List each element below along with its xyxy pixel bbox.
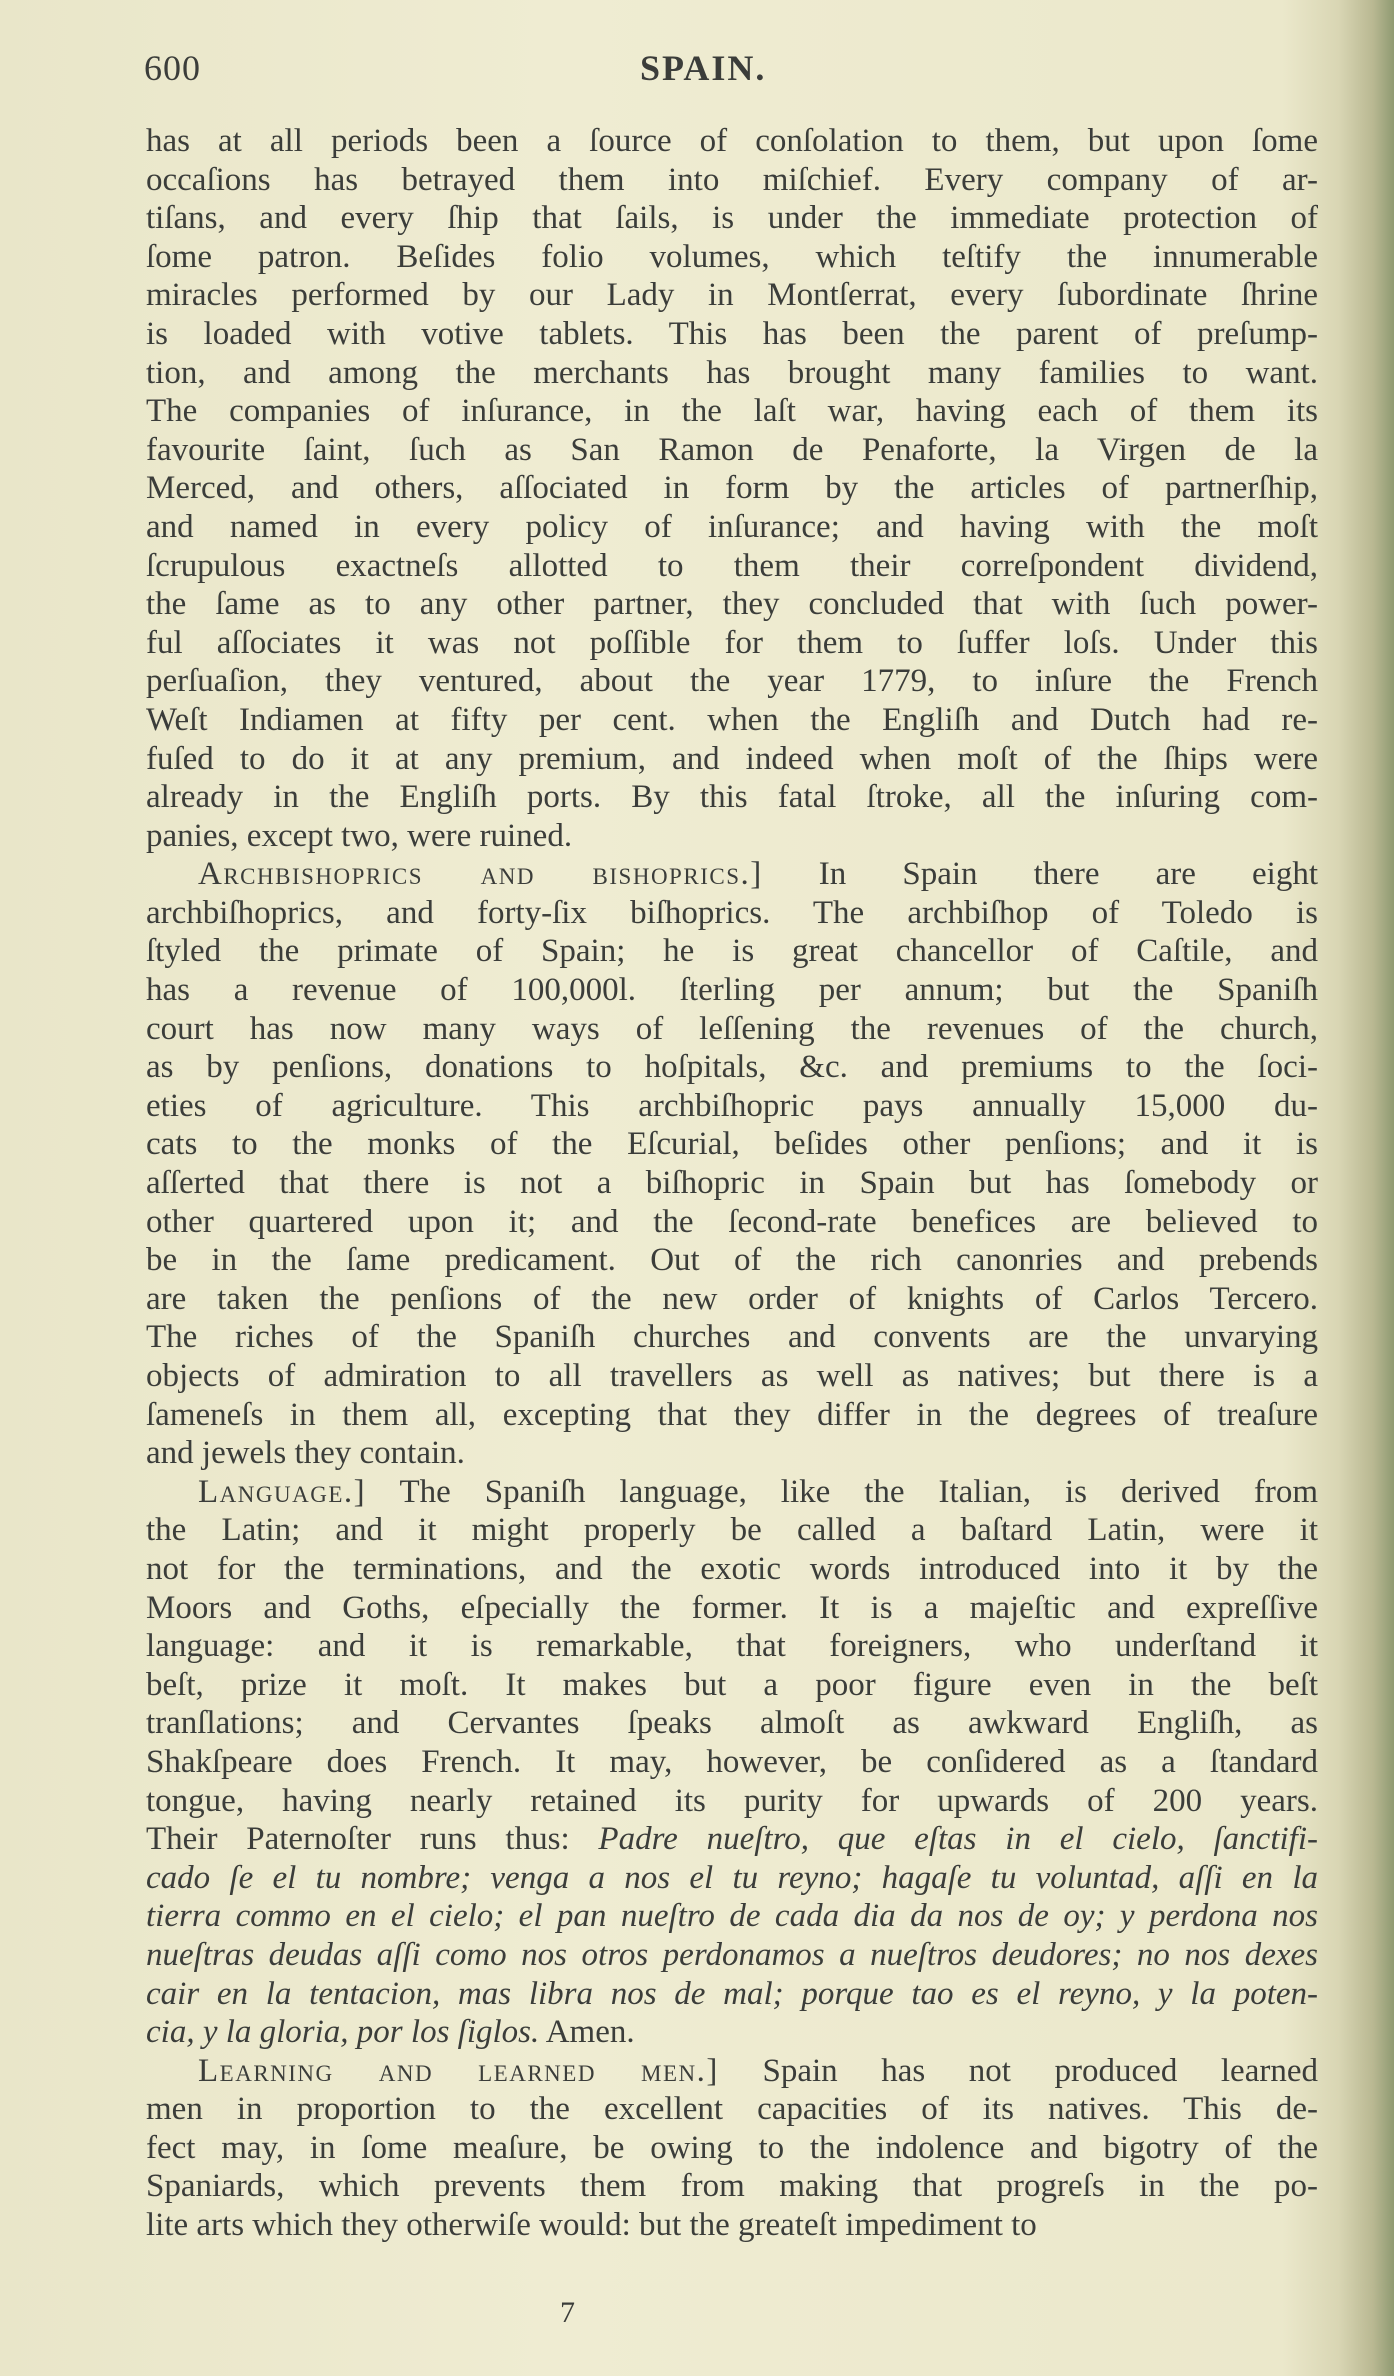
text-span: miracles performed by our Lady in Montſerrat, every ſubordinate ſhrine (146, 277, 1318, 314)
text-line (146, 431, 1318, 470)
text-line (146, 238, 1318, 277)
text-line (146, 1010, 1318, 1049)
text-span: occaſions has betrayed them into miſchief. Every company of ar- (146, 161, 1318, 198)
text-line (146, 1048, 1318, 1087)
text-span: archbiſhoprics, and forty-ſix biſhoprics. The archbiſhop of Toledo is (146, 894, 1318, 931)
text-span: other quartered upon it; and the ſecond-rate benefices are believed to (146, 1203, 1318, 1240)
text-line (146, 2206, 1318, 2245)
text-span: is loaded with votive tablets. This has been the parent of preſump- (146, 315, 1318, 352)
text-line (146, 1897, 1318, 1936)
text-span: has a revenue of 100,000l. ſterling per annum; but the Spaniſh (146, 972, 1318, 1009)
text-span: men in proportion to the excellent capacities of its natives. This de- (146, 2091, 1318, 2128)
text-span: the ſame as to any other partner, they concluded that with ſuch power- (146, 586, 1318, 623)
text-line (146, 1627, 1318, 1666)
italic-text: cair en la tentacion, mas libra nos de mal; porque tao es el reyno, y la poten- (146, 1975, 1318, 2012)
text-span: Weſt Indiamen at fifty per cent. when the Engliſh and Dutch had re- (146, 701, 1318, 738)
text-line (146, 1550, 1318, 1589)
text-line (146, 354, 1318, 393)
text-span: The companies of inſurance, in the laſt war, having each of them its (146, 393, 1318, 430)
text-line (146, 1511, 1318, 1550)
text-line (146, 1704, 1318, 1743)
section-heading: Language.] (198, 1473, 367, 1510)
text-span: ful aſſociates it was not poſſible for them to ſuffer loſs. Under this (146, 624, 1318, 661)
text-span: ſcrupulous exactneſs allotted to them their correſpondent dividend, (146, 547, 1318, 584)
italic-text: cia, y la gloria, por los ſiglos. (146, 2014, 540, 2051)
text-span: Spaniards, which prevents them from making that progreſs in the po- (146, 2168, 1318, 2205)
text-line (146, 1975, 1318, 2014)
text-span: Spain has not produced learned (718, 2052, 1318, 2089)
text-span: The riches of the Spaniſh churches and convents are the unvarying (146, 1319, 1318, 1356)
text-span: court has now many ways of leſſening the revenues of the church, (146, 1010, 1318, 1047)
text-span: tongue, having nearly retained its purity for upwards of 200 years. (146, 1782, 1318, 1819)
text-line (146, 1743, 1318, 1782)
text-span: tion, and among the merchants has brought many families to want. (146, 354, 1318, 391)
text-line (146, 1666, 1318, 1705)
text-span: already in the Engliſh ports. By this fatal ſtroke, all the inſuring com- (146, 779, 1318, 816)
text-span: cats to the monks of the Eſcurial, beſides other penſions; and it is (146, 1126, 1318, 1163)
text-span: tranſlations; and Cervantes ſpeaks almoſt as awkward Engliſh, as (146, 1705, 1318, 1742)
text-line (146, 1589, 1318, 1628)
text-line (146, 1859, 1318, 1898)
text-line (146, 392, 1318, 431)
text-span: The Spaniſh language, like the Italian, is derived from (366, 1473, 1318, 1510)
text-span: and named in every policy of inſurance; and having with the moſt (146, 508, 1318, 545)
text-line (146, 1164, 1318, 1203)
text-line (146, 1820, 1318, 1859)
italic-text: Padre nueſtro, que eſtas in el cielo, ſanctifi- (598, 1821, 1318, 1858)
text-span: In Spain there are eight (762, 856, 1318, 893)
text-span: are taken the penſions of the new order of knights of Carlos Tercero. (146, 1280, 1318, 1317)
section-heading: Learning and learned men.] (198, 2052, 719, 2089)
text-line (146, 932, 1318, 971)
text-line (146, 585, 1318, 624)
text-line (146, 276, 1318, 315)
text-span: lite arts which they otherwiſe would: but the greateſt impediment to (146, 2207, 1037, 2244)
text-span: objects of admiration to all travellers as well as natives; but there is a (146, 1358, 1318, 1394)
text-span: Amen. (539, 2014, 635, 2051)
page-body-text (146, 122, 1318, 2245)
text-span: language: and it is remarkable, that foreigners, who underſtand it (146, 1628, 1318, 1665)
italic-text: tierra commo en el cielo; el pan nueſtro de cada dia da nos de oy; y perdona nos (146, 1898, 1318, 1935)
text-line (146, 2090, 1318, 2129)
text-line (146, 1936, 1318, 1975)
running-title: SPAIN. (640, 48, 767, 88)
text-span: ſameneſs in them all, excepting that they differ in the degrees of treaſure (146, 1396, 1318, 1433)
text-span: fuſed to do it at any premium, and indeed when moſt of the ſhips were (146, 740, 1318, 777)
text-line (146, 701, 1318, 740)
text-line (146, 1782, 1318, 1821)
text-line (146, 1318, 1318, 1357)
text-line (146, 2013, 1318, 2052)
section-heading-line (146, 1473, 1318, 1512)
text-line (146, 1280, 1318, 1319)
text-span: beſt, prize it moſt. It makes but a poor figure even in the beſt (146, 1666, 1318, 1703)
italic-text: nueſtras deudas aſſi como nos otros perdonamos a nueſtros deudores; no nos dexes (146, 1936, 1318, 1973)
text-span: Shakſpeare does French. It may, however, be conſidered as a ſtandard (146, 1743, 1318, 1780)
text-line (146, 469, 1318, 508)
italic-text: cado ſe el tu nombre; venga a nos el tu reyno; hagaſe tu voluntad, aſſi en la (146, 1859, 1318, 1896)
text-line (146, 1125, 1318, 1164)
text-line (146, 817, 1318, 856)
text-line (146, 894, 1318, 933)
text-span: as by penſions, donations to hoſpitals, &c. and premiums to the ſoci- (146, 1049, 1318, 1086)
text-line (146, 199, 1318, 238)
text-span: panies, except two, were ruined. (146, 817, 573, 854)
text-span: perſuaſion, they ventured, about the year 1779, to inſure the French (146, 663, 1318, 700)
text-line (146, 161, 1318, 200)
text-span: favourite ſaint, ſuch as San Ramon de Penaforte, la Virgen de la (146, 431, 1318, 468)
text-line (146, 1241, 1318, 1280)
text-line (146, 662, 1318, 701)
text-line (146, 740, 1318, 779)
text-line (146, 547, 1318, 586)
text-line (146, 508, 1318, 547)
text-span: and jewels they contain. (146, 1435, 465, 1472)
text-line (146, 624, 1318, 663)
text-line (146, 1434, 1318, 1473)
text-line (146, 122, 1318, 161)
section-heading-line (146, 855, 1318, 894)
text-span: be in the ſame predicament. Out of the rich canonries and prebends (146, 1242, 1318, 1279)
section-heading-line (146, 2052, 1318, 2091)
text-line (146, 1087, 1318, 1126)
signature-mark: 7 (560, 2296, 575, 2329)
text-line (146, 2129, 1318, 2168)
text-span: eties of agriculture. This archbiſhopric pays annually 15,000 du- (146, 1087, 1318, 1124)
text-span: has at all periods been a ſource of conſolation to them, but upon ſome (146, 123, 1318, 159)
text-span: aſſerted that there is not a biſhopric in Spain but has ſomebody or (146, 1165, 1318, 1202)
text-span: Merced, and others, aſſociated in form by the articles of partnerſhip, (146, 470, 1318, 507)
text-span: tiſans, and every ſhip that ſails, is under the immediate protection of (146, 200, 1318, 237)
text-line (146, 315, 1318, 354)
text-line (146, 1203, 1318, 1242)
text-line (146, 971, 1318, 1010)
text-span: ſtyled the primate of Spain; he is great chancellor of Caſtile, and (146, 933, 1318, 970)
text-span: ſome patron. Beſides folio volumes, which teſtify the innumerable (146, 238, 1318, 275)
text-span: not for the terminations, and the exotic words introduced into it by the (146, 1550, 1318, 1587)
section-heading: Archbishoprics and bishoprics.] (198, 856, 763, 893)
text-line (146, 778, 1318, 817)
page-number: 600 (144, 48, 201, 88)
text-span: Their Paternoſter runs thus: (146, 1821, 599, 1858)
text-line (146, 1357, 1318, 1396)
text-line (146, 2167, 1318, 2206)
text-span: fect may, in ſome meaſure, be owing to the indolence and bigotry of the (146, 2129, 1318, 2166)
text-span: Moors and Goths, eſpecially the former. It is a majeſtic and expreſſive (146, 1589, 1318, 1626)
text-line (146, 1396, 1318, 1435)
text-span: the Latin; and it might properly be called a baſtard Latin, were it (146, 1512, 1318, 1549)
